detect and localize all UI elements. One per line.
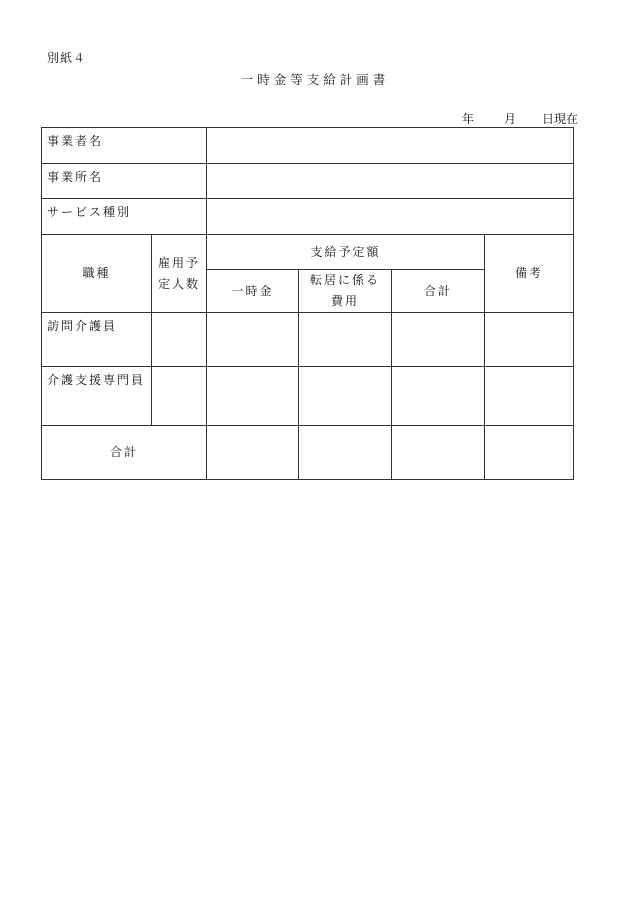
office-name-field[interactable] bbox=[207, 164, 574, 199]
form-label: 別紙４ bbox=[47, 51, 87, 65]
table-row-total bbox=[42, 426, 574, 480]
care-manager-lump-sum-cell[interactable] bbox=[207, 367, 299, 426]
job-care-manager-label: 介護支援専門員 bbox=[42, 367, 152, 426]
document-title: 一時金等支給計画書 bbox=[240, 72, 390, 87]
planned-payment-header: 支給予定額 bbox=[207, 235, 485, 270]
date-month-label: 月 bbox=[504, 112, 517, 126]
table-row-care-manager bbox=[42, 367, 574, 426]
date-year-label: 年 bbox=[462, 112, 475, 126]
care-manager-subtotal-cell[interactable] bbox=[392, 367, 485, 426]
planned-hires-header bbox=[152, 235, 207, 313]
office-name-label: 事業所名 bbox=[42, 164, 207, 199]
table-row-home-care-worker bbox=[42, 313, 574, 367]
header-row-1 bbox=[42, 235, 574, 270]
total-relocation-cell[interactable] bbox=[299, 426, 392, 480]
home-care-worker-remarks-cell[interactable] bbox=[485, 313, 574, 367]
total-remarks-cell[interactable] bbox=[485, 426, 574, 480]
remarks-header: 備考 bbox=[485, 235, 574, 313]
relocation-cost-line-2: 費用 bbox=[331, 294, 360, 308]
relocation-cost-line-1: 転居に係る bbox=[310, 273, 381, 287]
business-operator-label: 事業者名 bbox=[42, 128, 207, 164]
care-manager-remarks-cell[interactable] bbox=[485, 367, 574, 426]
date-day-label: 日現在 bbox=[542, 112, 579, 126]
info-row-service-type bbox=[42, 199, 574, 235]
payment-plan-table bbox=[41, 127, 574, 480]
home-care-worker-relocation-cell[interactable] bbox=[299, 313, 392, 367]
job-home-care-worker-label: 訪問介護員 bbox=[42, 313, 152, 367]
home-care-worker-subtotal-cell[interactable] bbox=[392, 313, 485, 367]
planned-hires-line-1: 雇用予 bbox=[158, 255, 201, 270]
total-subtotal-cell[interactable] bbox=[392, 426, 485, 480]
planned-hires-line-2: 定人数 bbox=[158, 276, 201, 291]
date-line bbox=[462, 110, 582, 126]
total-lump-sum-cell[interactable] bbox=[207, 426, 299, 480]
home-care-worker-lump-sum-cell[interactable] bbox=[207, 313, 299, 367]
business-operator-field[interactable] bbox=[207, 128, 574, 164]
info-row-business-operator bbox=[42, 128, 574, 164]
service-type-field[interactable] bbox=[207, 199, 574, 235]
home-care-worker-hires-cell[interactable] bbox=[152, 313, 207, 367]
payment-subtotal-header: 合計 bbox=[392, 270, 485, 313]
care-manager-relocation-cell[interactable] bbox=[299, 367, 392, 426]
job-type-header: 職種 bbox=[42, 235, 152, 313]
care-manager-hires-cell[interactable] bbox=[152, 367, 207, 426]
relocation-cost-header bbox=[299, 270, 392, 313]
info-row-office-name bbox=[42, 164, 574, 199]
lump-sum-header: 一時金 bbox=[207, 270, 299, 313]
service-type-label: サービス種別 bbox=[42, 199, 207, 235]
total-label: 合計 bbox=[42, 426, 207, 480]
